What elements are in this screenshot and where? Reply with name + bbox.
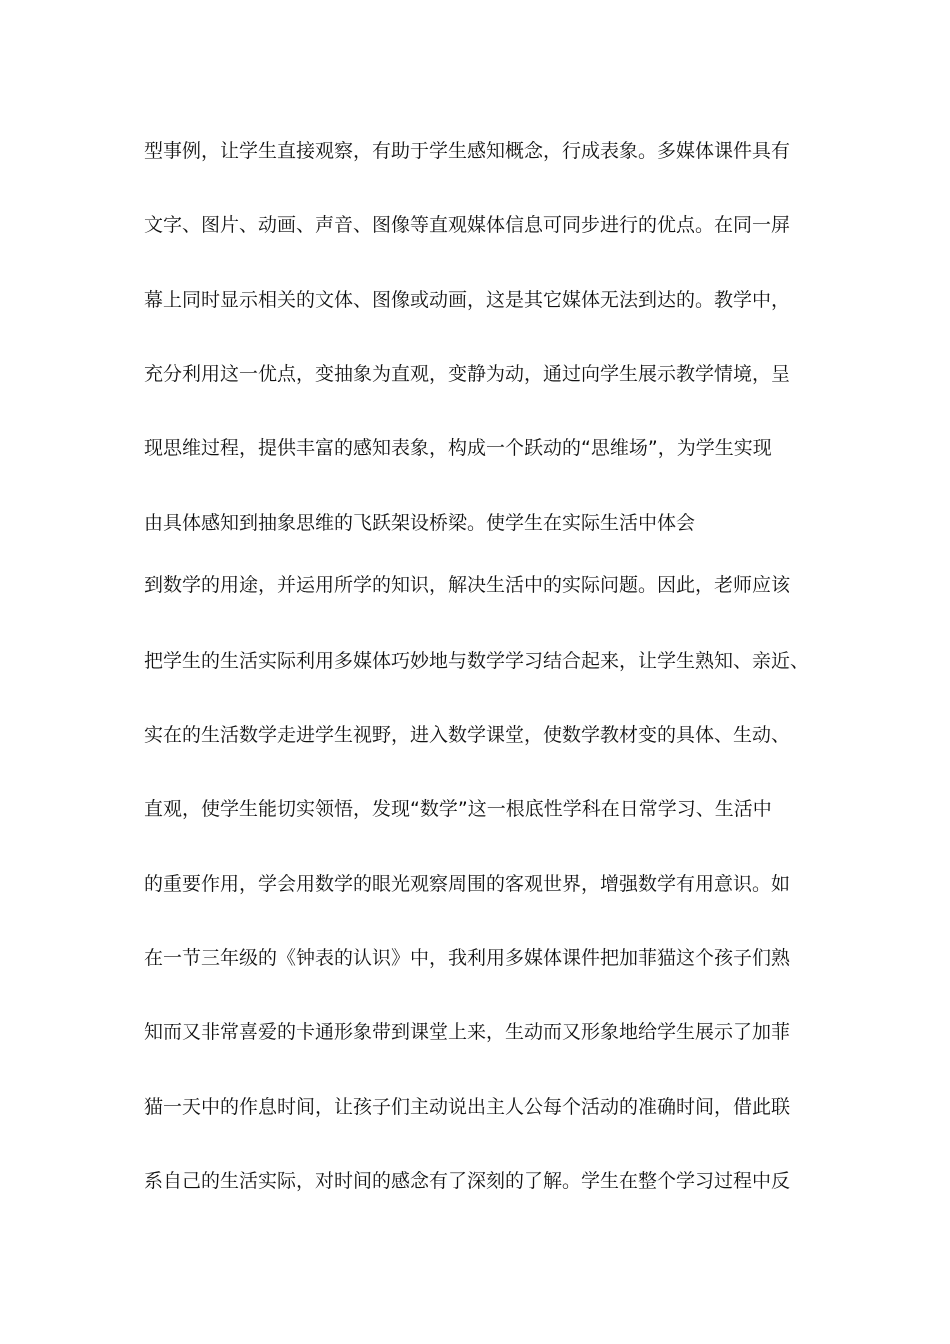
text-line: 系自己的生活实际，对时间的感念有了深刻的了解。学生在整个学习过程中反 bbox=[144, 1170, 791, 1192]
text-line: 文字、图片、动画、声音、图像等直观媒体信息可同步进行的优点。在同一屏 bbox=[144, 214, 791, 236]
text-line: 型事例，让学生直接观察，有助于学生感知概念，行成表象。多媒体课件具有 bbox=[144, 140, 791, 162]
text-line: 知而又非常喜爱的卡通形象带到课堂上来，生动而又形象地给学生展示了加菲 bbox=[144, 1021, 791, 1043]
text-line: 把学生的生活实际利用多媒体巧妙地与数学学习结合起来，让学生熟知、亲近、 bbox=[144, 650, 810, 672]
text-line: 现思维过程，提供丰富的感知表象，构成一个跃动的“思维场”，为学生实现 bbox=[144, 437, 772, 459]
text-line: 由具体感知到抽象思维的飞跃架设桥梁。使学生在实际生活中体会 bbox=[144, 512, 696, 534]
text-line: 充分利用这一优点，变抽象为直观，变静为动，通过向学生展示教学情境，呈 bbox=[144, 363, 791, 385]
text-line: 直观，使学生能切实领悟，发现“数学”这一根底性学科在日常学习、生活中 bbox=[144, 798, 772, 820]
text-line: 在一节三年级的《钟表的认识》中，我利用多媒体课件把加菲猫这个孩子们熟 bbox=[144, 947, 791, 969]
text-line: 猫一天中的作息时间，让孩子们主动说出主人公每个活动的准确时间，借此联 bbox=[144, 1096, 791, 1118]
text-line: 实在的生活数学走进学生视野，进入数学课堂，使数学教材变的具体、生动、 bbox=[144, 724, 791, 746]
text-line: 幕上同时显示相关的文体、图像或动画，这是其它媒体无法到达的。教学中， bbox=[144, 289, 791, 311]
text-line: 的重要作用，学会用数学的眼光观察周围的客观世界，增强数学有用意识。如 bbox=[144, 873, 791, 895]
text-line: 到数学的用途，并运用所学的知识，解决生活中的实际问题。因此，老师应该 bbox=[144, 574, 791, 596]
